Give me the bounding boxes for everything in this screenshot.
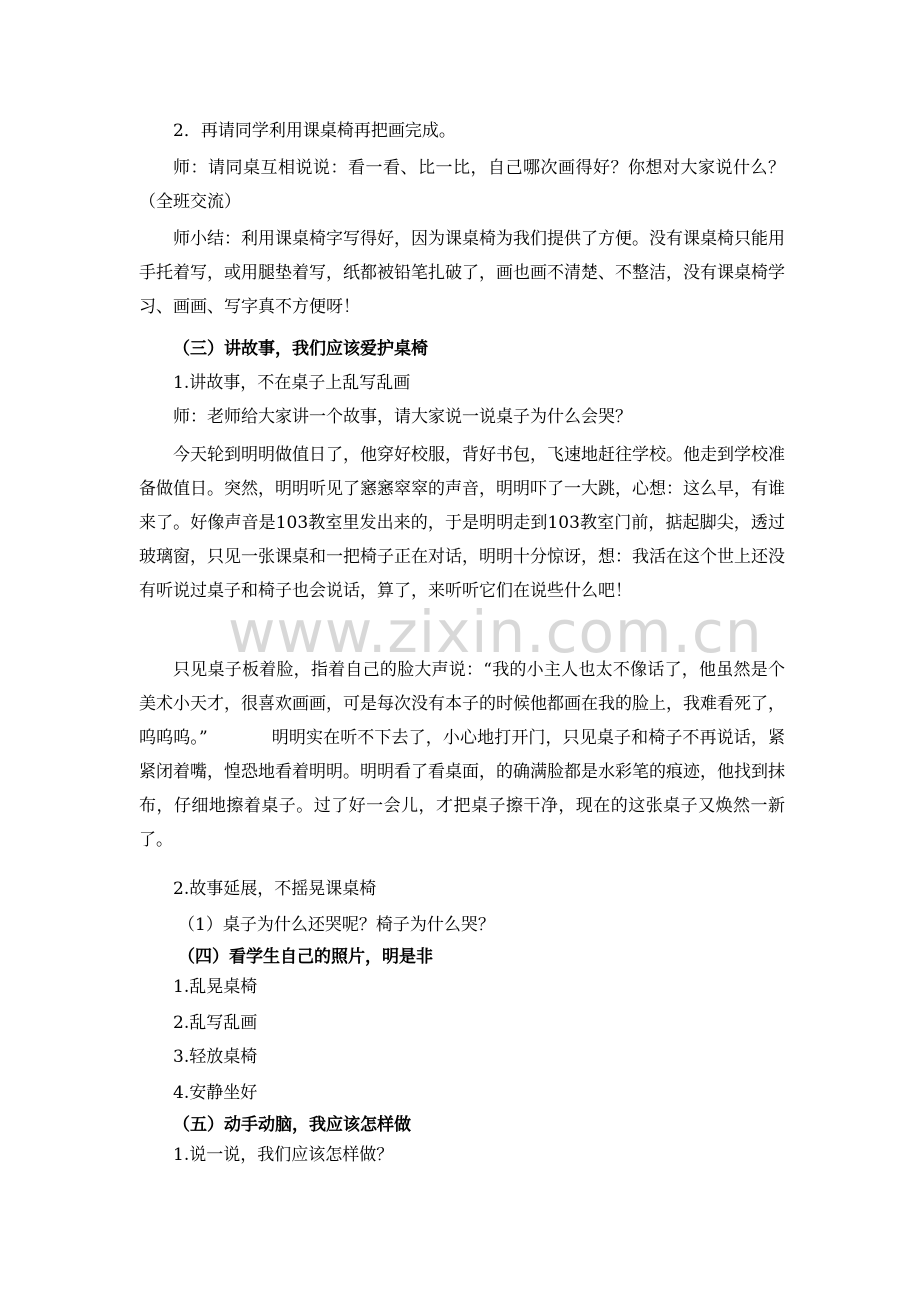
story-paragraph-2 [139, 653, 785, 857]
list-item-2: 2.乱写乱画 [173, 1013, 258, 1033]
teacher-summary-paragraph: 师小结：利用课桌椅字写得好，因为课桌椅为我们提供了方便。没有课桌椅只能用手托着写，或用腿垫着写，纸都被铅笔扎破了，画也画不清楚、不整洁，没有课桌椅学习、画画、写字真不方便呀！ [139, 229, 785, 317]
teacher-story-prompt: 师：老师给大家讲一个故事，请大家说一说桌子为什么会哭？ [173, 407, 632, 427]
section-4-heading: （四）看学生自己的照片，明是非 [178, 947, 433, 967]
story-step-2: 2.故事延展，不摇晃课桌椅 [173, 879, 377, 899]
section-3-heading: （三）讲故事，我们应该爱护桌椅 [173, 339, 428, 359]
list-item-4: 4.安静坐好 [173, 1083, 258, 1103]
story-paragraph-2a: 只见桌子板着脸，指着自己的脸大声说：“我的小主人也太不像话了，他虽然是个美术小天才，很喜欢画画，可是每次没有本子的时候他都画在我的脸上，我难看死了，呜呜呜。” [139, 660, 785, 748]
list-item-3: 3.轻放桌椅 [173, 1047, 258, 1067]
section-5-item-1: 1.说一说，我们应该怎样做？ [173, 1145, 394, 1165]
story-paragraph-1: 今天轮到明明做值日了，他穿好校服，背好书包，飞速地赶往学校。他走到学校准备做值日。突然，明明听见了窸窸窣窣的声音，明明吓了一大跳，心想：这么早，有谁来了。好像声音是103教室里发出来的，于是明明走到103教室门前，掂起脚尖，透过玻璃窗，只见一张课桌和一把椅子正在对话，明明十分惊讶，想：我活在这个世上还没有听说过桌子和椅子也会说话，算了，来听听它们在说些什么吧！ [139, 445, 785, 601]
watermark: www.zixin.com.cn [228, 598, 763, 666]
list-item-1: 1.乱晃桌椅 [173, 977, 258, 997]
story-step-1: 1.讲故事，不在桌子上乱写乱画 [173, 373, 411, 393]
section-5-heading: （五）动手动脑，我应该怎样做 [173, 1115, 411, 1135]
question-1: （1）桌子为什么还哭呢？椅子为什么哭？ [178, 915, 495, 935]
teacher-question-paragraph: 师：请同桌互相说说：看一看、比一比，自己哪次画得好？你想对大家说什么？（全班交流） [139, 158, 785, 212]
story-paragraph-2b: 明明实在听不下去了，小心地打开门，只见桌子和椅子不再说话，紧紧闭着嘴，惶恐地看着明明。明明看了看桌面，的确满脸都是水彩笔的痕迹，他找到抹布，仔细地擦着桌子。过了好一会儿，才把桌子擦干净，现在的这张桌子又焕然一新了。 [139, 728, 785, 850]
step-2-paragraph: 2．再请同学利用课桌椅再把画完成。 [173, 121, 456, 141]
